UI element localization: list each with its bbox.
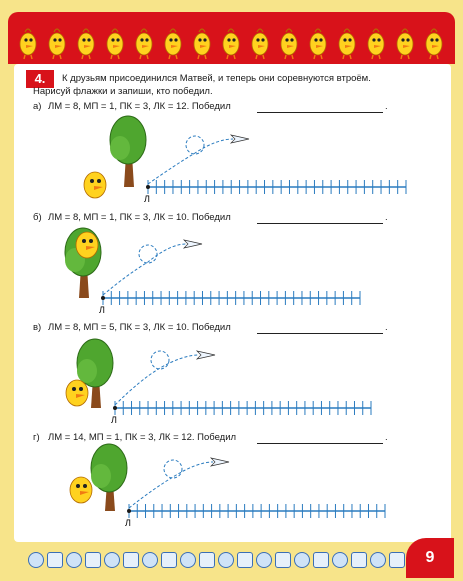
footer-pattern-icon <box>85 552 101 568</box>
answer-end: . <box>385 212 388 223</box>
footer-pattern-icon <box>142 552 158 568</box>
start-label: Л <box>125 518 131 528</box>
footer-pattern-icon <box>28 552 44 568</box>
answer-end: . <box>385 101 388 112</box>
task-condition: ЛМ = 8, МП = 1, ПК = 3, ЛК = 12. Победил <box>48 101 231 112</box>
exercise-intro-line1: К друзьям присоединился Матвей, и теперь они соревнуются втроём. <box>62 73 371 84</box>
paper-plane-icon <box>211 458 229 466</box>
footer-pattern-icon <box>351 552 367 568</box>
footer-pattern-icon <box>313 552 329 568</box>
answer-end: . <box>385 322 388 333</box>
task-label: а) <box>33 101 42 112</box>
footer-pattern-icon <box>180 552 196 568</box>
task-label: б) <box>33 212 42 223</box>
footer-pattern-icon <box>123 552 139 568</box>
footer-pattern-icon <box>332 552 348 568</box>
loop-mark <box>164 460 182 478</box>
footer-pattern-icon <box>104 552 120 568</box>
task-label: г) <box>33 432 40 443</box>
start-label: Л <box>144 194 150 204</box>
start-label: Л <box>111 415 117 425</box>
footer-pattern-icon <box>389 552 405 568</box>
footer-pattern-icon <box>275 552 291 568</box>
task-condition: ЛМ = 14, МП = 1, ПК = 3, ЛК = 12. Победил <box>48 432 237 443</box>
footer-pattern-icon <box>66 552 82 568</box>
footer-pattern-icon <box>237 552 253 568</box>
task-condition: ЛМ = 8, МП = 5, ПК = 3, ЛК = 10. Победил <box>48 322 231 333</box>
footer-pattern-icon <box>47 552 63 568</box>
answer-end: . <box>385 432 388 443</box>
task-condition: ЛМ = 8, МП = 1, ПК = 3, ЛК = 10. Победил <box>48 212 231 223</box>
task-label: в) <box>33 322 42 333</box>
chick-icon <box>70 477 92 503</box>
flight-path <box>129 462 213 508</box>
start-label: Л <box>99 305 105 315</box>
exercise-intro-line2: Нарисуй флажки и запиши, кто победил. <box>33 86 213 97</box>
footer-pattern-icon <box>256 552 272 568</box>
tree-icon <box>91 444 127 511</box>
page-number: 9 <box>406 538 454 578</box>
start-point <box>127 509 131 513</box>
footer-pattern-icon <box>161 552 177 568</box>
footer-pattern-icon <box>199 552 215 568</box>
footer-pattern-icon <box>218 552 234 568</box>
exercise-number: 4. <box>26 70 54 88</box>
footer-pattern-icon <box>294 552 310 568</box>
footer-pattern-icon <box>370 552 386 568</box>
